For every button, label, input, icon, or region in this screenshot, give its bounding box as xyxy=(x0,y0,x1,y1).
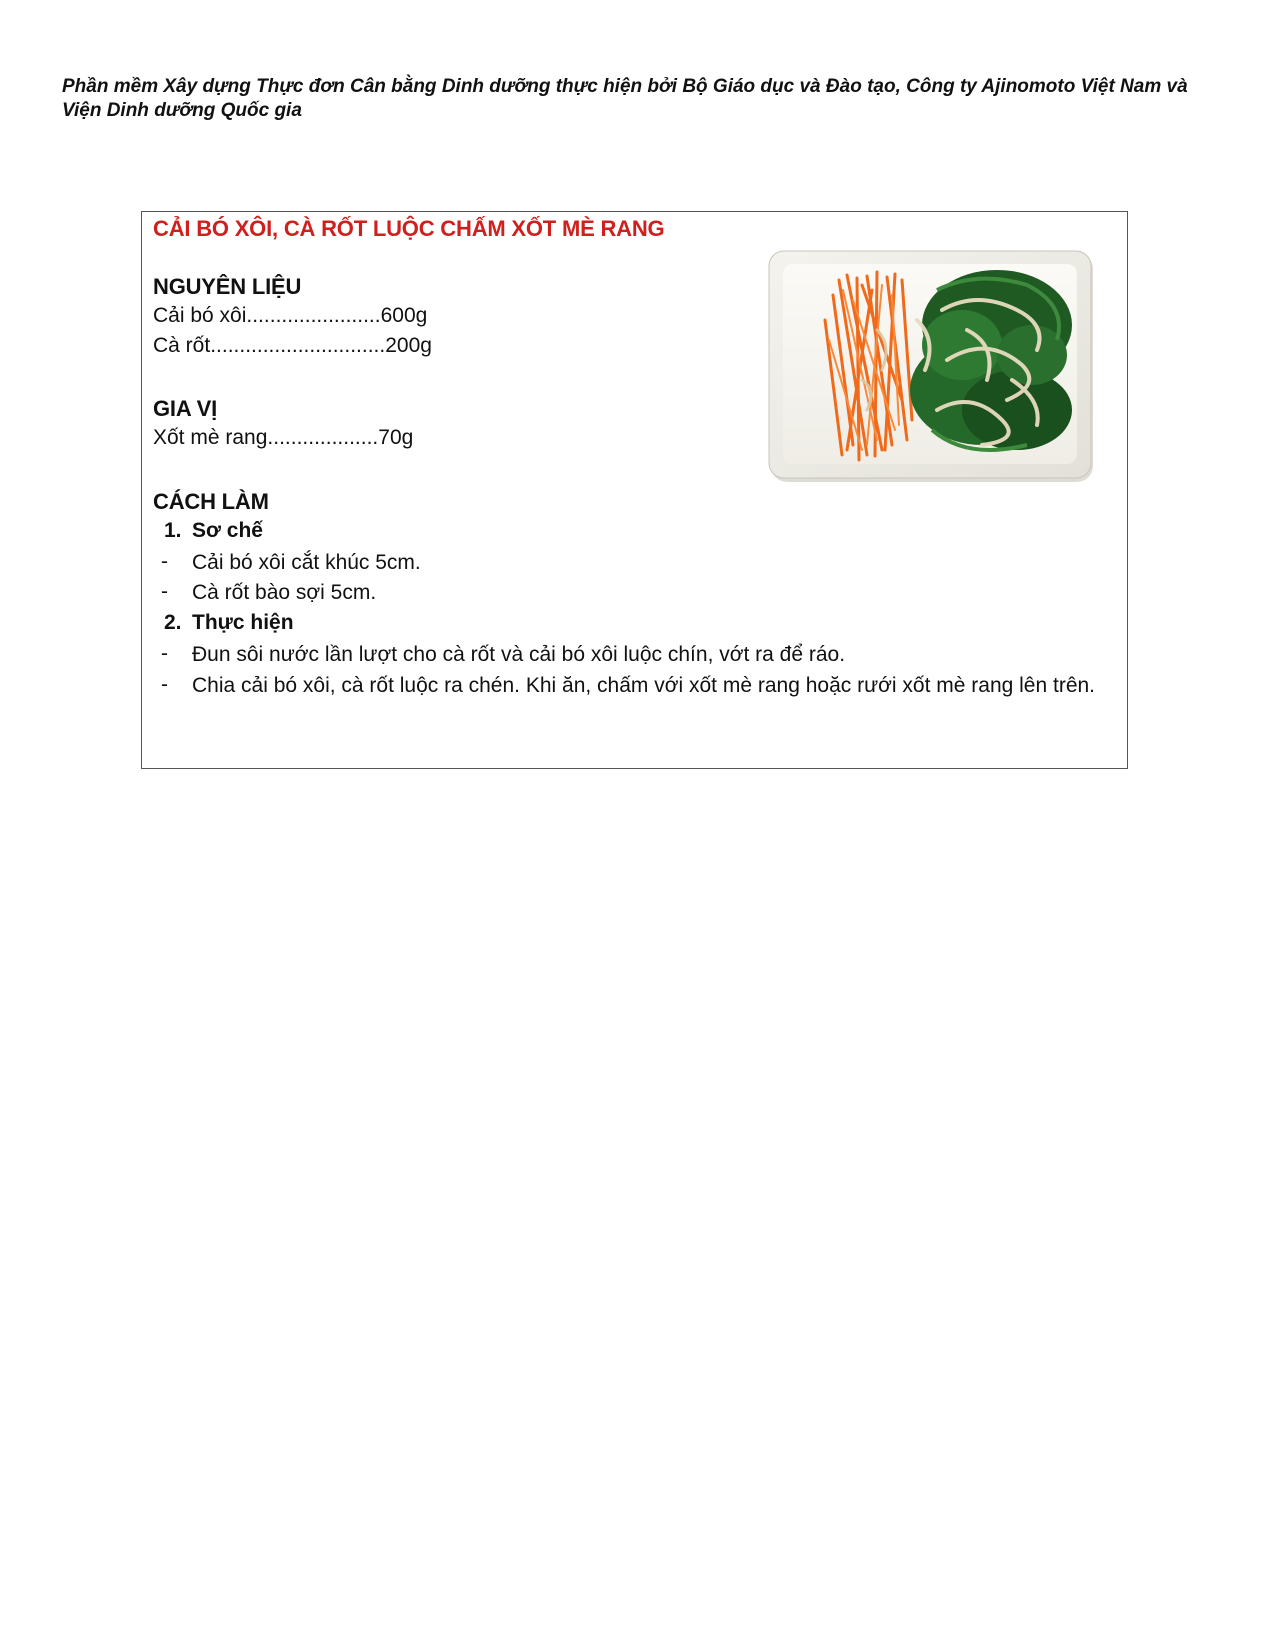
dish-photo xyxy=(767,250,1097,485)
bullet-dash: - xyxy=(161,550,168,573)
ingredient-dots: ....................... xyxy=(246,304,381,327)
seasoning-amount: 70g xyxy=(378,426,414,449)
step-number: 2. xyxy=(164,611,182,634)
ingredient-line xyxy=(153,304,427,328)
step-number: 1. xyxy=(164,519,182,542)
recipe-title: CẢI BÓ XÔI, CÀ RỐT LUỘC CHẤM XỐT MÈ RANG xyxy=(153,216,665,241)
ingredient-dots: .............................. xyxy=(210,334,386,357)
seasoning-name: Xốt mè rang xyxy=(153,426,268,449)
step-title: Thực hiện xyxy=(192,611,294,634)
recipe-card xyxy=(141,211,1128,769)
ingredient-line xyxy=(153,334,432,358)
step-item: Đun sôi nước lần lượt cho cà rốt và cải bó xôi luộc chín, vớt ra để ráo. xyxy=(192,643,846,666)
step-title: Sơ chế xyxy=(192,519,263,542)
seasoning-dots: ................... xyxy=(267,426,379,449)
step-item: Cải bó xôi cắt khúc 5cm. xyxy=(192,551,421,574)
step-item: Cà rốt bào sợi 5cm. xyxy=(192,581,377,604)
step-item: Chia cải bó xôi, cà rốt luộc ra chén. Khi ăn, chấm với xốt mè rang hoặc rưới xốt mè rang lên trên. xyxy=(192,674,1096,697)
ingredients-heading: NGUYÊN LIỆU xyxy=(153,274,302,299)
ingredient-name: Cải bó xôi xyxy=(153,304,247,327)
bullet-dash: - xyxy=(161,580,168,603)
bullet-dash: - xyxy=(161,642,168,665)
document-header-note: Phần mềm Xây dựng Thực đơn Cân bằng Dinh dưỡng thực hiện bởi Bộ Giáo dục và Đào tạo, Công ty Ajinomoto Việt Nam và Viện Dinh dưỡng Quốc gia xyxy=(62,76,1188,121)
bullet-dash: - xyxy=(161,673,168,696)
seasoning-line xyxy=(153,426,413,450)
seasoning-heading: GIA VỊ xyxy=(153,396,217,421)
ingredient-amount: 200g xyxy=(385,334,432,357)
method-heading: CÁCH LÀM xyxy=(153,489,269,514)
ingredient-amount: 600g xyxy=(380,304,428,327)
ingredient-name: Cà rốt xyxy=(153,334,211,357)
